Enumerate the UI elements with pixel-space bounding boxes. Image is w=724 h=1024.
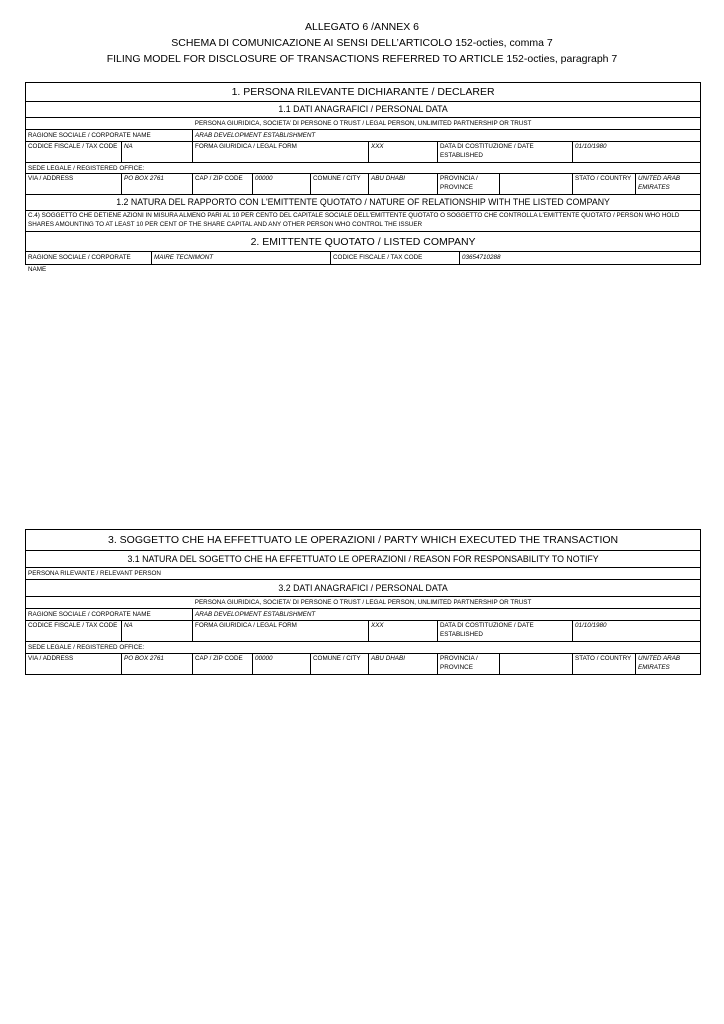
listed-company-tax-code-label: CODICE FISCALE / TAX CODE: [331, 252, 460, 264]
section3-country-value: UNITED ARAB EMIRATES: [636, 654, 701, 675]
section3-zip-value: 00000: [253, 654, 311, 675]
zip-label: CAP / ZIP CODE: [193, 174, 253, 195]
relationship-title: 1.2 NATURA DEL RAPPORTO CON L'EMITTENTE QUOTATO / NATURE OF RELATIONSHIP WITH THE LISTED COMPANY: [26, 195, 701, 211]
date-established-value: 01/10/1980: [573, 142, 701, 163]
section3-legal-form-label: FORMA GIURIDICA / LEGAL FORM: [193, 621, 369, 642]
section3-address-label: VIA / ADDRESS: [26, 654, 122, 675]
transaction-party-form-table: [25, 529, 701, 675]
section3-reason-title: 3.1 NATURA DEL SOGETTO CHE HA EFFETTUATO LE OPERAZIONI / REASON FOR RESPONSABILITY TO NOTIFY: [26, 551, 701, 568]
corporate-name-value: ARAB DEVELOPMENT ESTABLISHMENT: [193, 130, 701, 142]
listed-company-name-label: RAGIONE SOCIALE / CORPORATE NAME: [26, 252, 152, 264]
section3-title: 3. SOGGETTO CHE HA EFFETTUATO LE OPERAZIONI / PARTY WHICH EXECUTED THE TRANSACTION: [26, 530, 701, 551]
country-value: UNITED ARAB EMIRATES: [636, 174, 701, 195]
legal-form-value: XXX: [369, 142, 438, 163]
section2-title: 2. EMITTENTE QUOTATO / LISTED COMPANY: [26, 232, 701, 252]
annex-title: ALLEGATO 6 /ANNEX 6: [305, 21, 419, 33]
zip-value: 00000: [253, 174, 311, 195]
schema-title-it: SCHEMA DI COMUNICAZIONE AI SENSI DELL’ARTICOLO 152-octies, comma 7: [171, 37, 553, 49]
section1-personal-data-title: 1.1 DATI ANAGRAFICI / PERSONAL DATA: [26, 102, 701, 118]
legal-person-caption: PERSONA GIURIDICA, SOCIETA’ DI PERSONE O TRUST / LEGAL PERSON, UNLIMITED PARTNERSHIP OR TRUST: [26, 118, 701, 130]
address-label: VIA / ADDRESS: [26, 174, 122, 195]
section3-personal-data-title: 3.2 DATI ANAGRAFICI / PERSONAL DATA: [26, 580, 701, 597]
section3-reason-value: PERSONA RILEVANTE / RELEVANT PERSON: [26, 568, 701, 580]
section3-zip-label: CAP / ZIP CODE: [193, 654, 253, 675]
listed-company-row: [26, 252, 701, 273]
section3-country-label: STATO / COUNTRY: [573, 654, 636, 675]
section3-registered-office-label: SEDE LEGALE / REGISTERED OFFICE:: [26, 642, 701, 654]
filing-model-title-en: FILING MODEL FOR DISCLOSURE OF TRANSACTIONS REFERRED TO ARTICLE 152-octies, paragraph 7: [106, 53, 618, 65]
section3-province-label: PROVINCIA / PROVINCE: [438, 654, 500, 675]
section3-province-value: [500, 654, 573, 675]
province-label: PROVINCIA / PROVINCE: [438, 174, 500, 195]
relationship-text: C.4) SOGGETTO CHE DETIENE AZIONI IN MISURA ALMENO PARI AL 10 PER CENTO DEL CAPITALE SOCIALE DELL'EMITTENTE QUOTATO O SOGGETTO CHE CONTROLLA L'EMITTENTE QUOTATO / PERSON WHO HOLD SHARES AMOUNTING TO AT LEAST 10 PER CENT OF THE SHARE CAPITAL AND ANY OTHER PERSON WHO CONTROL THE ISSUER: [26, 211, 701, 232]
section1-title: 1. PERSONA RILEVANTE DICHIARANTE / DECLARER: [26, 83, 701, 102]
city-value: ABU DHABI: [369, 174, 438, 195]
legal-form-label: FORMA GIURIDICA / LEGAL FORM: [193, 142, 369, 163]
declarer-form-table: [25, 82, 701, 273]
section3-legal-person-caption: PERSONA GIURIDICA, SOCIETA’ DI PERSONE O TRUST / LEGAL PERSON, UNLIMITED PARTNERSHIP OR TRUST: [26, 597, 701, 609]
section3-tax-code-value: NA: [122, 621, 193, 642]
address-value: PO BOX 2761: [122, 174, 193, 195]
tax-code-value: NA: [122, 142, 193, 163]
tax-code-label: CODICE FISCALE / TAX CODE: [26, 142, 122, 163]
section3-corporate-name-value: ARAB DEVELOPMENT ESTABLISHMENT: [193, 609, 701, 621]
city-label: COMUNE / CITY: [311, 174, 369, 195]
country-label: STATO / COUNTRY: [573, 174, 636, 195]
section3-legal-form-value: XXX: [369, 621, 438, 642]
listed-company-name-value: MAIRE TECNIMONT: [152, 252, 331, 264]
province-value: [500, 174, 573, 195]
corporate-name-label: RAGIONE SOCIALE / CORPORATE NAME: [26, 130, 193, 142]
date-established-label: DATA DI COSTITUZIONE / DATE ESTABLISHED: [438, 142, 573, 163]
section3-tax-code-label: CODICE FISCALE / TAX CODE: [26, 621, 122, 642]
section3-date-established-label: DATA DI COSTITUZIONE / DATE ESTABLISHED: [438, 621, 573, 642]
section3-date-established-value: 01/10/1980: [573, 621, 701, 642]
section3-city-label: COMUNE / CITY: [311, 654, 369, 675]
section3-address-value: PO BOX 2761: [122, 654, 193, 675]
section3-city-value: ABU DHABI: [369, 654, 438, 675]
listed-company-tax-code-value: 03654710288: [462, 254, 501, 261]
registered-office-label: SEDE LEGALE / REGISTERED OFFICE:: [26, 163, 701, 174]
section3-corporate-name-label: RAGIONE SOCIALE / CORPORATE NAME: [26, 609, 193, 621]
